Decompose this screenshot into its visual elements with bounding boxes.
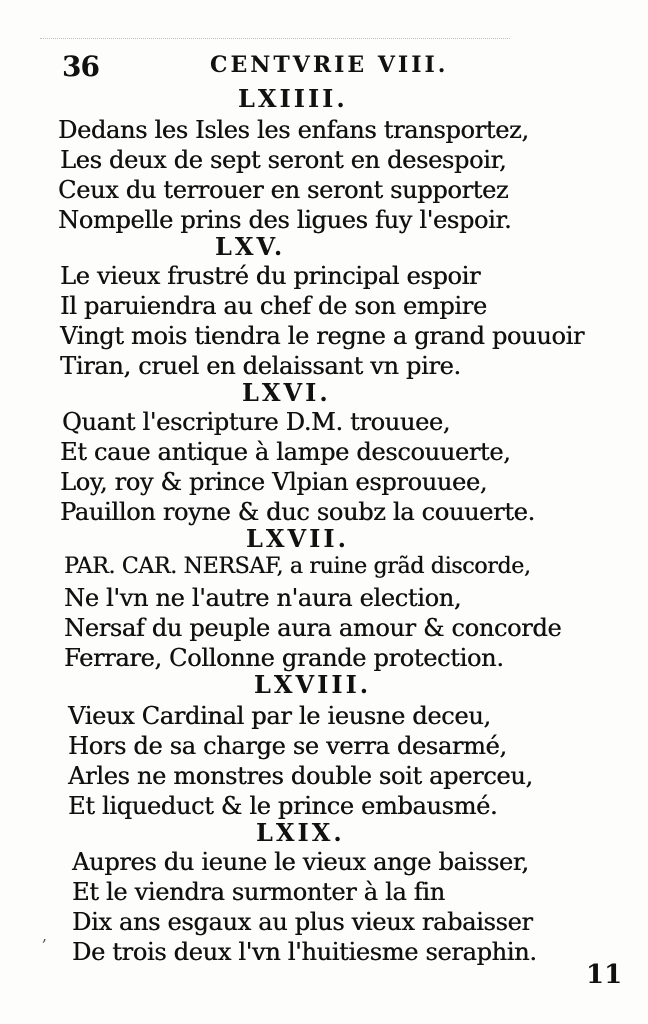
verse-line: Nersaf du peuple aura amour & concorde — [64, 614, 562, 642]
verse-line: PAR. CAR. NERSAF, a ruine grãd discorde, — [64, 554, 531, 579]
verse-line: Les deux de sept seront en desespoir, — [60, 146, 507, 174]
verse-line: Il paruiendra au chef de son empire — [60, 292, 487, 320]
quatrain-heading: LXVII. — [246, 524, 349, 553]
verse-line: Et le viendra surmonter à la fin — [72, 878, 445, 906]
verse-line: Pauillon royne & duc soubz la couuerte. — [60, 498, 535, 526]
page-number: 36 — [62, 50, 99, 83]
verse-line: Ne l'vn ne l'autre n'aura election, — [64, 584, 462, 612]
signature-mark: 11 — [586, 960, 623, 990]
verse-line: Et caue antique à lampe descouuerte, — [60, 438, 511, 466]
verse-line: Aupres du ieune le vieux ange baisser, — [72, 848, 529, 876]
verse-line: Arles ne monstres double soit aperceu, — [68, 762, 533, 790]
verse-line: Quant l'escripture D.M. trouuee, — [62, 408, 451, 436]
quatrain-heading: LXVI. — [242, 378, 331, 407]
quatrain-heading: LXVIII. — [254, 670, 372, 699]
verse-line: Hors de sa charge se verra desarmé, — [68, 732, 507, 760]
verse-line: De trois deux l'vn l'huitiesme seraphin. — [72, 938, 537, 966]
verse-line: Nompelle prins des ligues fuy l'espoir. — [58, 206, 512, 234]
verse-line: Vingt mois tiendra le regne a grand pouuoir — [60, 322, 585, 350]
ink-speck: , — [42, 926, 48, 945]
verse-line: Loy, roy & prince Vlpian esprouuee, — [60, 468, 488, 496]
verse-line: Ceux du terrouer en seront supportez — [58, 176, 509, 204]
quatrain-heading: LXV. — [215, 232, 286, 261]
verse-line: Et liqueduct & le prince embausmé. — [68, 792, 498, 820]
quatrain-heading: LXIX. — [256, 818, 345, 847]
verse-line: Le vieux frustré du principal espoir — [60, 262, 481, 290]
running-head: CENTVRIE VIII. — [210, 52, 449, 78]
verse-line: Tiran, cruel en delaissant vn pire. — [60, 352, 461, 380]
verse-line: Dix ans esgaux au plus vieux rabaisser — [72, 908, 533, 936]
quatrain-heading: LXIIII. — [238, 84, 348, 113]
top-edge-specks — [40, 38, 510, 45]
verse-line: Ferrare, Collonne grande protection. — [64, 644, 504, 672]
verse-line: Dedans les Isles les enfans transportez, — [58, 116, 529, 144]
verse-line: Vieux Cardinal par le ieusne deceu, — [68, 702, 491, 730]
